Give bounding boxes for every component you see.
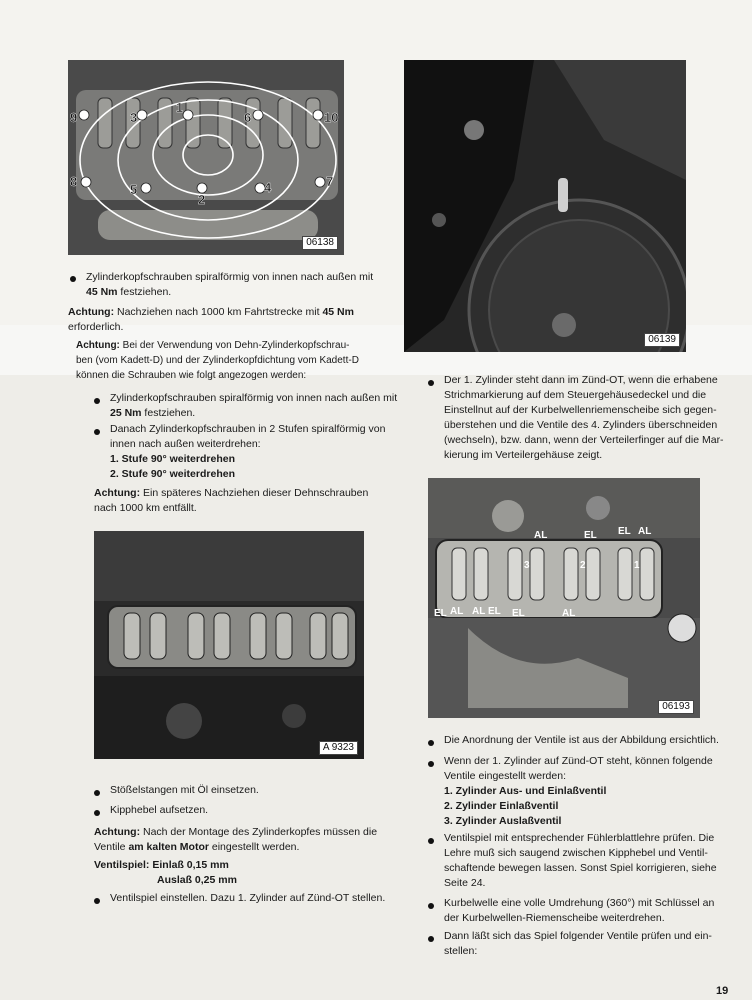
warning-cold-engine: Achtung: Nach der Montage des Zylinderkopfes müssen die Ventile am kalten Motor eingestellt werden. [94, 826, 378, 853]
photo-rocker-arms-graphic [94, 531, 364, 759]
bullet-point [94, 398, 100, 404]
instruction-cylinder-1-valves: Wenn der 1. Zylinder auf Zünd-OT steht, können folgende Ventile eingestellt werden: 1. Zylinder Aus- und Einlaßventil 2. Zylinder Einlaßventil 3. Zylinder Auslaßventil [444, 755, 713, 827]
explanation-firing-tdc: Der 1. Zylinder steht dann im Zünd-OT, wenn die erhabene Strichmarkierung auf dem Steuergehäusedeckel und die Einstellnut auf der Kurbelwellenriemenscheibe sich gegen- überstehen und die Ventile des 4. Zylinders überschneiden (wechseln), bzw. dann, wenn der Verteilerfinger auf die Mar- kierung im Verteilergehäuse zeigt. [444, 374, 724, 461]
photo-number-06138: 06138 [302, 236, 338, 250]
photo-cylinder-head-spiral-graphic [68, 60, 344, 255]
bullet-point [428, 380, 434, 386]
photo-number-06193: 06193 [658, 700, 694, 714]
valve-label: EL [434, 608, 447, 619]
valve-label: AL [472, 606, 486, 617]
spiral-number-6: 6 [244, 110, 252, 125]
valve-label: EL [618, 526, 631, 537]
valve-label: AL [534, 530, 548, 541]
instruction-feeler-gauge: Ventilspiel mit entsprechender Fühlerblattlehre prüfen. Die Lehre muß sich saugend zwischen Kipphebel und Ventil- schaftende bewegen lassen. Sonst Spiel korrigieren, siehe Seite 24. [444, 832, 717, 889]
valve-label: 3 [524, 560, 530, 571]
photo-valve-arrangement-graphic [428, 478, 700, 718]
instruction-check-remaining: Dann läßt sich das Spiel folgender Ventile prüfen und ein- stellen: [444, 930, 712, 957]
instruction-pushrods: Stößelstangen mit Öl einsetzen. [110, 784, 259, 796]
valve-label: EL [488, 606, 501, 617]
instruction-set-clearance: Ventilspiel einstellen. Dazu 1. Zylinder auf Zünd-OT stellen. [110, 892, 386, 904]
valve-label: AL [562, 608, 576, 619]
bullet-point [428, 761, 434, 767]
warning-retighten: Achtung: Nachziehen nach 1000 km Fahrtstrecke mit 45 Nm erforderlich. [68, 306, 354, 333]
bullet-point [94, 810, 100, 816]
bullet-point [428, 936, 434, 942]
bullet-point [428, 740, 434, 746]
photo-cylinder-head-spiral [68, 60, 344, 255]
valve-label: 2 [580, 560, 586, 571]
valve-label: EL [584, 530, 597, 541]
photo-number-06139: 06139 [644, 333, 680, 347]
spiral-number-5: 5 [130, 182, 138, 197]
photo-number-a9323: A 9323 [319, 741, 358, 755]
spiral-number-7: 7 [326, 174, 334, 189]
valve-label: AL [450, 606, 464, 617]
explanation-valve-arrangement: Die Anordnung der Ventile ist aus der Abbildung ersichtlich. [444, 734, 719, 746]
spiral-number-9: 9 [70, 110, 78, 125]
valve-clearance-spec: Ventilspiel: Einlaß 0,15 mm Auslaß 0,25 mm [94, 859, 237, 886]
photo-rocker-arms [94, 531, 364, 759]
instruction-tighten-45nm: Zylinderkopfschrauben spiralförmig von innen nach außen mit 45 Nm festziehen. [86, 271, 374, 298]
valve-label: AL [638, 526, 652, 537]
bullet-point [94, 429, 100, 435]
spiral-number-1: 1 [176, 100, 184, 115]
bullet-point [428, 838, 434, 844]
spiral-number-4: 4 [264, 180, 272, 195]
spiral-number-8: 8 [70, 174, 78, 189]
bullet-point [428, 903, 434, 909]
page-number: 19 [716, 985, 729, 997]
bullet-point [94, 790, 100, 796]
instruction-tighten-25nm: Zylinderkopfschrauben spiralförmig von innen nach außen mit 25 Nm festziehen. [110, 392, 398, 419]
instruction-rotate-crankshaft: Kurbelwelle eine volle Umdrehung (360°) mit Schlüssel an der Kurbelwellen-Riemenscheibe weiterdrehen. [444, 897, 715, 924]
photo-timing-pulley [404, 60, 686, 352]
photo-valve-arrangement [428, 478, 700, 718]
bullet-point [70, 276, 76, 282]
instruction-two-stages: Danach Zylinderkopfschrauben in 2 Stufen spiralförmig von innen nach außen weiterdrehen: 1. Stufe 90° weiterdrehen 2. Stufe 90° weiterdrehen [110, 423, 386, 480]
spiral-number-3: 3 [130, 110, 138, 125]
bullet-point [94, 898, 100, 904]
warning-stretch-bolts: Achtung: Bei der Verwendung von Dehn-Zylinderkopfschrau- ben (vom Kadett-D) und der Zylinderkopfdichtung vom Kadett-D können die Schrauben wie folgt angezogen werden: [76, 340, 359, 381]
spiral-number-2: 2 [198, 192, 206, 207]
photo-timing-pulley-graphic [404, 60, 686, 352]
spiral-number-10: 10 [324, 110, 339, 125]
valve-label: EL [512, 608, 525, 619]
warning-no-retighten: Achtung: Ein späteres Nachziehen dieser Dehnschrauben nach 1000 km entfällt. [94, 487, 369, 514]
instruction-rocker-arms: Kipphebel aufsetzen. [110, 804, 209, 816]
valve-label: 1 [634, 560, 640, 571]
